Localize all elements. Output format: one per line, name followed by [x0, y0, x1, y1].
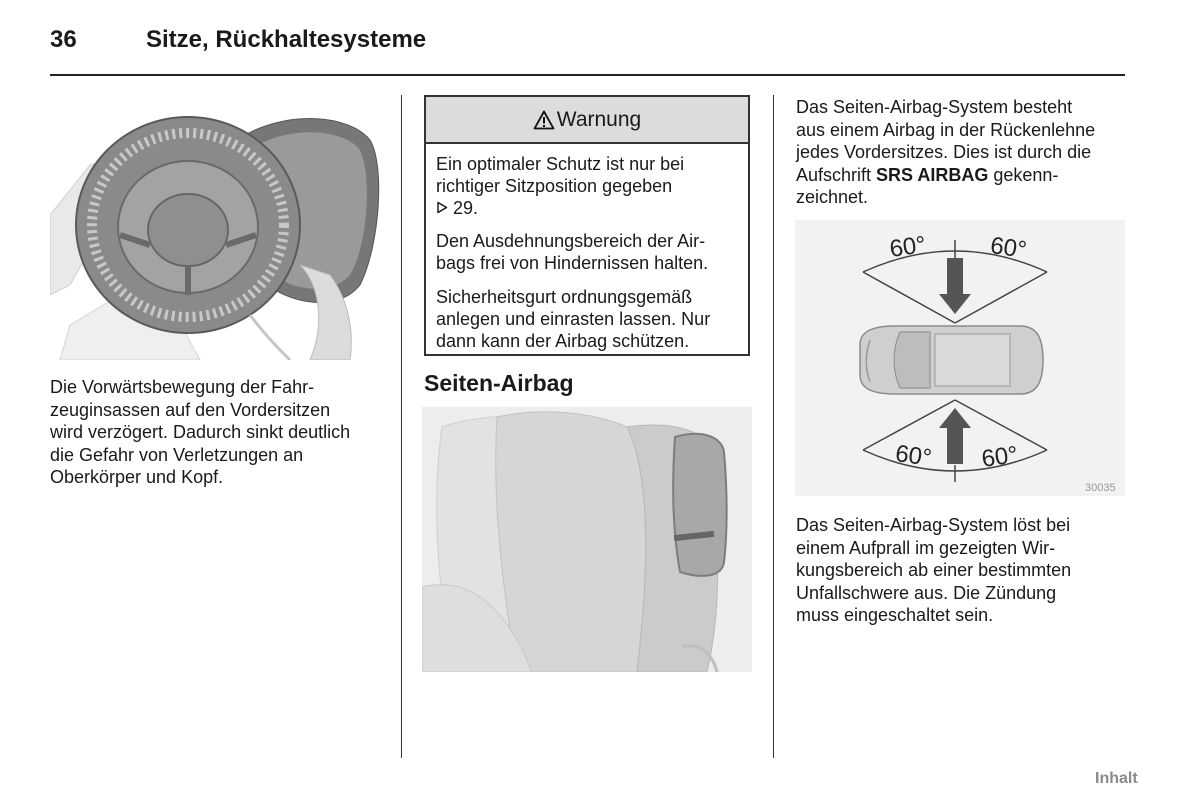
column3-paragraph	[796, 514, 1131, 627]
text-line: dann kann der Airbag schützen.	[436, 331, 690, 351]
text-line: Die Vorwärtsbewegung der Fahr-	[50, 377, 315, 397]
text-line: Das Seiten-Airbag-System besteht	[796, 97, 1073, 117]
angle-label: 60°	[988, 232, 1029, 264]
text-span: Aufschrift	[796, 164, 877, 185]
text-line: Den Ausdehnungsbereich der Air-	[436, 231, 706, 251]
column-divider	[773, 95, 774, 758]
page-title: Sitze, Rückhaltesysteme	[146, 26, 427, 53]
column1-paragraph	[50, 376, 385, 489]
warning-box	[424, 95, 750, 356]
warning-heading: Warnung	[556, 107, 642, 131]
text-line: jedes Vordersitzes. Dies ist durch die	[796, 142, 1092, 162]
figure-code: 30035	[1085, 482, 1116, 494]
text-line: muss eingeschaltet sein.	[796, 605, 994, 625]
angle-label: 60°	[887, 231, 928, 263]
page-reference[interactable]	[436, 197, 741, 219]
text-line: Ein optimaler Schutz ist nur bei	[436, 154, 685, 174]
seat-side-airbag-figure	[422, 407, 752, 672]
text-line	[796, 164, 1131, 187]
page-number: 36	[50, 26, 77, 53]
text-line: aus einem Airbag in der Rückenlehne	[796, 119, 1096, 140]
warning-paragraph	[436, 230, 741, 274]
column-divider	[401, 95, 402, 758]
warning-paragraph	[436, 286, 741, 352]
text-line: anlegen und einrasten lassen. Nur	[436, 309, 711, 329]
text-line: kungsbereich ab einer bestimmten	[796, 560, 1072, 580]
text-line: wird verzögert. Dadurch sinkt deutlich	[50, 422, 351, 442]
text-line: zeuginsassen auf den Vordersitzen	[50, 399, 331, 420]
header-divider	[50, 74, 1125, 76]
warning-header	[426, 97, 748, 144]
column3-intro-paragraph	[796, 96, 1131, 209]
text-line: richtiger Sitzposition gegeben	[436, 176, 673, 196]
reference-arrow-icon	[436, 201, 448, 214]
steering-wheel-airbag-figure	[50, 95, 380, 360]
angle-label: 60°	[979, 441, 1020, 473]
reference-page-number: 29.	[453, 198, 479, 218]
text-line: Sicherheitsgurt ordnungsgemäß	[436, 287, 693, 307]
text-line: Das Seiten-Airbag-System löst bei	[796, 515, 1071, 535]
angle-label: 60°	[893, 440, 934, 472]
warning-paragraph	[436, 153, 741, 219]
contents-link[interactable]: Inhalt	[1095, 770, 1138, 787]
section-title: Seiten-Airbag	[424, 370, 574, 396]
text-line: Oberkörper und Kopf.	[50, 467, 224, 487]
warning-triangle-icon	[533, 110, 555, 130]
text-line: Unfallschwere aus. Die Zündung	[796, 582, 1057, 603]
text-line: zeichnet.	[796, 187, 869, 207]
srs-airbag-label: SRS AIRBAG	[876, 164, 989, 185]
text-span: gekenn-	[988, 164, 1059, 185]
text-line: einem Aufprall im gezeigten Wir-	[796, 537, 1056, 558]
text-line: bags frei von Hindernissen halten.	[436, 253, 709, 273]
text-line: die Gefahr von Verletzungen an	[50, 444, 304, 465]
airbag-coverage-diagram	[795, 220, 1125, 496]
